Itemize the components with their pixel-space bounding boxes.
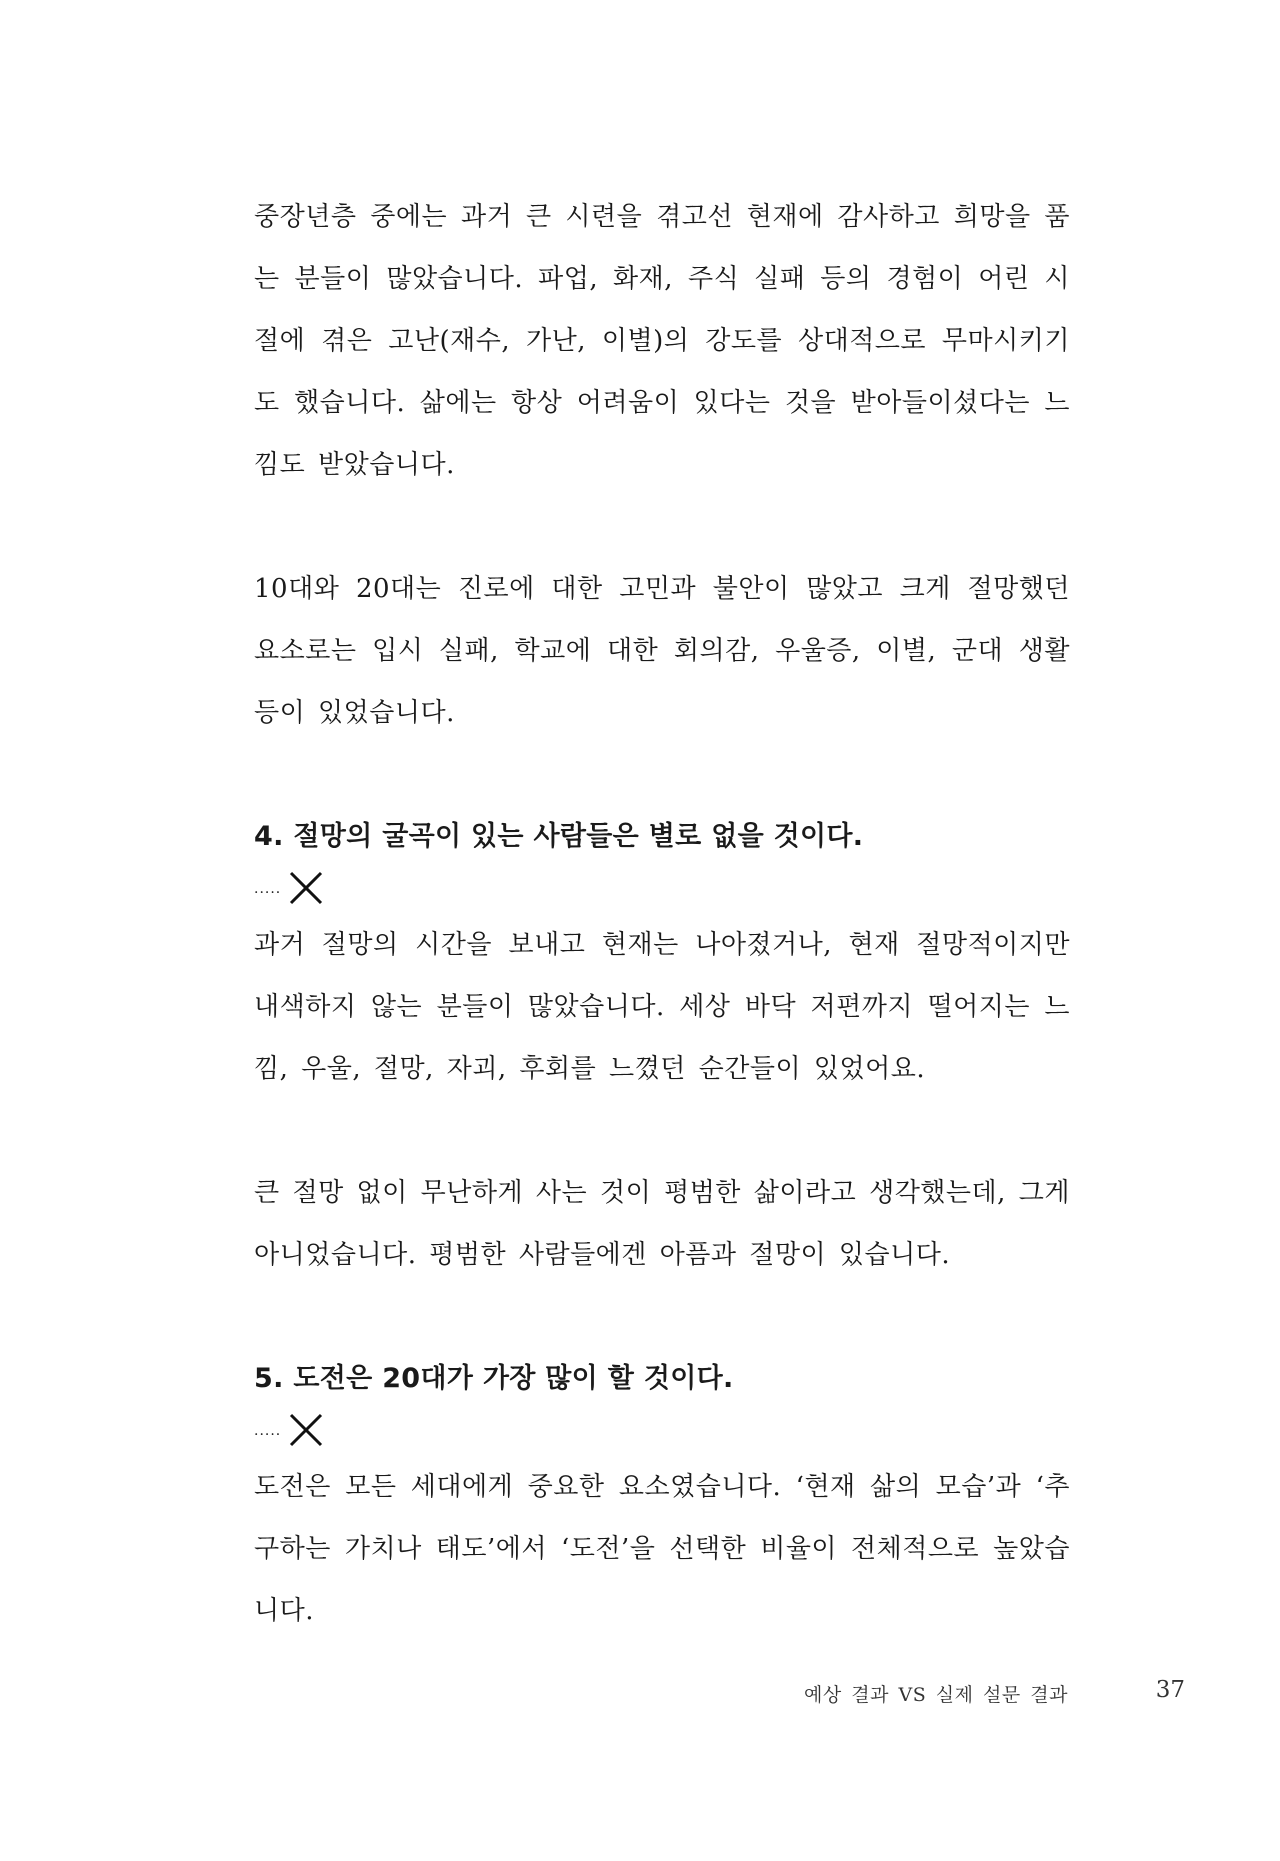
item-4 [254,806,1070,1348]
paragraph-middle-aged-hardship: 중장년층 중에는 과거 큰 시련을 겪고선 현재에 감사하고 희망을 품는 분들이 많았습니다. 파업, 화재, 주식 실패 등의 경험이 어린 시절에 겪은 고난(재수, 가난, 이별)의 강도를 상대적으로 무마시키기도 했습니다. 삶에는 항상 어려움이 있다는 것을 받아들이셨다는 느낌도 받았습니다. [254,202,1070,480]
item-4-heading: 4. 절망의 굴곡이 있는 사람들은 별로 없을 것이다. [254,821,864,852]
paragraph-spacer [254,496,1070,558]
item-5-heading: 5. 도전은 20대가 가장 많이 할 것이다. [254,1363,734,1394]
item-4-paragraph-1: 과거 절망의 시간을 보내고 현재는 나아졌거나, 현재 절망적이지만 내색하지 않는 분들이 많았습니다. 세상 바닥 저편까지 떨어지는 느낌, 우울, 절망, 자괴, 후회를 느꼈던 순간들이 있었어요. [254,930,1070,1084]
page-number: 37 [1155,1677,1185,1703]
item-5-paragraph-1: 도전은 모든 세대에게 중요한 요소였습니다. ‘현재 삶의 모습’과 ‘추구하는 가치나 태도’에서 ‘도전’을 선택한 비율이 전체적으로 높았습니다. [254,1472,1070,1626]
leader-dots: ····· [254,885,282,901]
leader-dots: ····· [254,1427,282,1443]
item-4-verdict [254,862,1070,914]
paragraph-spacer [254,744,1070,806]
paragraph-spacer [254,1100,1070,1162]
paragraph-spacer [254,1286,1070,1348]
x-mark-icon [287,1411,325,1449]
paragraph-teens-twenties-concerns: 10대와 20대는 진로에 대한 고민과 불안이 많았고 크게 절망했던 요소로는 입시 실패, 학교에 대한 회의감, 우울증, 이별, 군대 생활 등이 있었습니다. [254,574,1070,728]
page-footer [0,1677,1280,1720]
item-5-verdict [254,1404,1070,1456]
item-5 [254,1348,1070,1642]
item-4-paragraph-2: 큰 절망 없이 무난하게 사는 것이 평범한 삶이라고 생각했는데, 그게 아니었습니다. 평범한 사람들에겐 아픔과 절망이 있습니다. [254,1178,1070,1270]
x-mark-icon [287,869,325,907]
page-body [254,186,1070,1642]
running-title: 예상 결과 VS 실제 설문 결과 [804,1684,1068,1706]
